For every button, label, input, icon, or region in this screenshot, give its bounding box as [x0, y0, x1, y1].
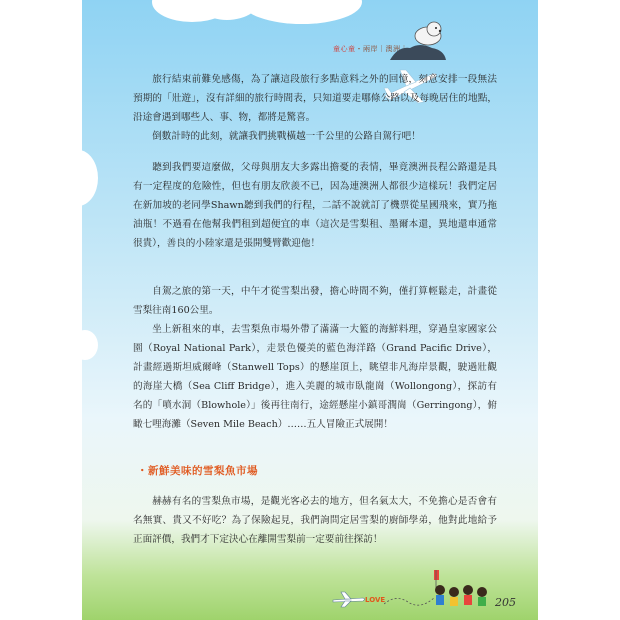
paragraph-4-text: 自駕之旅的第一天，中午才從雪梨出發，擔心時間不夠，僅打算輕鬆走，計畫從雪梨往南160公里。: [133, 286, 497, 316]
paragraph-2-text: 倒數計時的此刻，就讓我們挑戰橫越一千公里的公路自駕行吧！: [152, 131, 421, 142]
header-part-2: 兩岸: [363, 45, 378, 53]
header-sep-2: ｜: [378, 45, 386, 53]
page-number: 205: [495, 596, 516, 609]
cloud-left-edge: [82, 150, 98, 206]
paragraph-6-text: 赫赫有名的雪梨魚市場，是觀光客必去的地方，但名氣太大，不免擔心是否會有名無實、貴又不好吃？為了保險起見，我們詢問定居雪梨的廚師學弟，他對此地給予正面評價，我們才下定決心在離開雪梨前一定要前往探訪！: [133, 496, 497, 545]
small-airplane-icon: [331, 590, 367, 608]
paragraph-5-text: 坐上新租來的車，去雪梨魚市場外帶了滿滿一大籃的海鮮料理，穿過皇家國家公園（Royal National Park），走景色優美的藍色海洋路（Grand Pacific Drive），計畫經過斯坦威爾峰（Stanwell Tops）的懸崖頂上，眺望非凡海岸景觀，駛過壯觀的海崖大橋（Sea Cliff Bridge），進入美麗的城市臥龍崗（Wollongong），探訪有名的「噴水洞（Blowhole）」後再往南行，途經懸崖小鎮哥潤崗（Gerringong），俯瞰七哩海灘（Seven Mile Beach）……五人冒險正式展開！: [133, 324, 497, 430]
kids-illustration-icon: [428, 568, 492, 608]
paragraph-6: [133, 492, 497, 549]
paragraph-5: [133, 320, 497, 434]
rock-icon: [385, 40, 448, 60]
header-sep-1: ・: [355, 45, 363, 53]
header-part-1: 童心童: [333, 45, 356, 53]
paragraph-1: [133, 70, 497, 127]
paragraph-2: [133, 127, 497, 146]
love-label: LOVE: [365, 596, 386, 604]
paragraph-4: [133, 282, 497, 320]
header-part-3: 澳洲: [385, 45, 401, 53]
dotted-trail-icon: [384, 592, 434, 608]
cloud-left-small: [82, 330, 98, 360]
paragraph-3-text: 聽到我們要這麼做，父母與朋友大多露出擔憂的表情，畢竟澳洲長程公路還是具有一定程度的危險性，但也有朋友欣羨不已，因為連澳洲人都很少這樣玩！我們定居在新加坡的老同學Shawn聽到我們的行程，二話不說就訂了機票從星國飛來，實乃拖油瓶！不過看在他幫我們租到超便宜的車（這次是雪梨租、墨爾本還，異地還車通常很貴），善良的小陸家還是張開雙臂歡迎他！: [133, 162, 497, 249]
section-title: ・新鮮美味的雪梨魚市場: [137, 465, 258, 477]
paragraph-3: [133, 158, 497, 253]
paragraph-1-text: 旅行結束前難免感傷，為了讓這段旅行多點意料之外的回憶，刻意安排一段無法預期的「壯遊」，沒有詳細的旅行時間表，只知道要走哪條公路以及每晚居住的地點，沿途會遇到哪些人、事、物，都將是驚喜。: [133, 74, 497, 123]
